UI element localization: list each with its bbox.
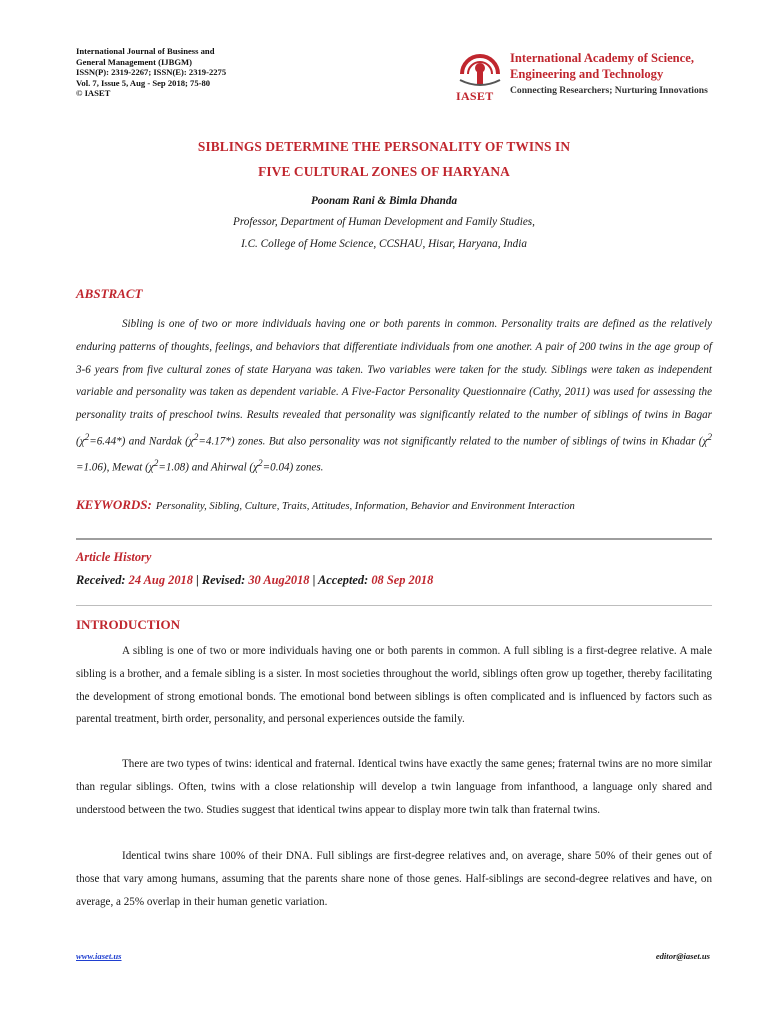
chi-symbol: χ: [79, 435, 85, 448]
article-title-line: FIVE CULTURAL ZONES OF HARYANA: [258, 164, 510, 179]
revised-date: 30 Aug2018: [248, 573, 310, 587]
abstract-text: =6.44*) and Nardak (: [89, 435, 189, 448]
journal-info-line: © IASET: [76, 88, 111, 99]
accepted-date: 08 Sep 2018: [371, 573, 434, 587]
abstract-text: =0.04) zones.: [262, 462, 324, 475]
footer-website-link[interactable]: www.iaset.us: [76, 951, 122, 961]
publisher-name: [510, 50, 694, 82]
introduction-paragraph: Identical twins share 100% of their DNA. Full siblings are first-degree relatives and, on average, share 50% of their genes out of those that vary among humans, assuming that the parents share none of those genes. Half-siblings are second-degree relatives and have, on average, a 25% overlap in their human genetic variation.: [76, 850, 712, 908]
chi-superscript: 2: [84, 432, 90, 443]
chi-symbol: χ: [702, 435, 708, 448]
publisher-name-line: Engineering and Technology: [510, 67, 664, 81]
keywords-label: KEYWORDS:: [76, 497, 152, 512]
publisher-tagline: Connecting Researchers; Nurturing Innovations: [510, 85, 708, 96]
divider: [76, 538, 712, 540]
chi-superscript: 2: [153, 459, 159, 470]
keywords: [76, 496, 575, 514]
introduction-body: [76, 753, 712, 821]
keywords-text: Personality, Sibling, Culture, Traits, Attitudes, Information, Behavior and Environment Interaction: [155, 501, 575, 512]
chi-symbol: χ: [148, 462, 154, 475]
logo-label: IASET: [456, 89, 494, 103]
journal-info-line: General Management (IJBGM): [76, 56, 192, 67]
date-separator: |: [196, 573, 199, 587]
abstract-text: Sibling is one of two or more individuals having one or both parents in common. Personality traits are defined as the relatively enduring patterns of thoughts, feelings, and behaviors that differentiate individuals from one another. A pair of 200 twins in the age group of 3-6 years from five cultural zones of state Haryana was taken. Two variables were taken for the study. Siblings were taken as independent variable and personality was taken as dependent variable. A Five-Factor Personality Questionnaire (Cathy, 2011) was used for assessing the personality traits of preschool twins. Results revealed that personality was significantly related to the number of siblings of twins in Bagar (: [76, 318, 712, 448]
received-date: 24 Aug 2018: [128, 573, 193, 587]
chi-superscript: 2: [707, 432, 712, 443]
article-title-line: SIBLINGS DETERMINE THE PERSONALITY OF TWINS IN: [197, 139, 571, 154]
date-separator: |: [312, 573, 316, 587]
introduction-paragraph: A sibling is one of two or more individuals having one or both parents in common. A full sibling is a first-degree relative. A male sibling is a brother, and a female sibling is a sister. In most societies throughout the world, siblings often grow up together, thereby facilitating the development of strong emotional bonds. The emotional bond between siblings is often complicated and is influenced by factors such as parental treatment, birth order, personality, and personal experiences outside the family.: [76, 645, 712, 726]
revised-label: Revised:: [201, 573, 246, 587]
abstract-text: =1.08) and Ahirwal (: [158, 462, 254, 475]
divider: [76, 605, 712, 606]
chi-superscript: 2: [258, 459, 263, 470]
introduction-body: [76, 845, 712, 913]
article-history-heading: Article History: [76, 550, 152, 564]
journal-info: [76, 46, 226, 99]
footer-email: editor@iaset.us: [655, 951, 710, 961]
chi-symbol: χ: [188, 435, 194, 448]
affiliation-line: Professor, Department of Human Development and Family Studies,: [233, 216, 535, 228]
journal-info-line: Vol. 7, Issue 5, Aug - Sep 2018; 75-80: [76, 77, 211, 88]
chi-symbol: χ: [253, 462, 259, 475]
abstract-body: [76, 313, 712, 480]
abstract-paragraph: [76, 313, 712, 480]
iaset-emblem-icon: [454, 44, 506, 90]
publisher-name-line: International Academy of Science,: [510, 51, 694, 65]
authors: Poonam Rani & Bimla Dhanda: [310, 195, 458, 207]
publisher-logo: [452, 44, 722, 106]
abstract-heading: ABSTRACT: [76, 286, 143, 301]
journal-info-line: International Journal of Business and: [76, 46, 215, 56]
article-dates: [76, 573, 433, 588]
introduction-heading: INTRODUCTION: [76, 617, 181, 632]
abstract-text: =1.06), Mewat (: [76, 462, 149, 475]
affiliation-line: I.C. College of Home Science, CCSHAU, Hisar, Haryana, India: [241, 238, 527, 250]
chi-superscript: 2: [193, 432, 199, 443]
received-label: Received:: [76, 573, 126, 587]
journal-info-line: ISSN(P): 2319-2267; ISSN(E): 2319-2275: [76, 67, 227, 78]
introduction-paragraph: There are two types of twins: identical and fraternal. Identical twins have exactly the same genes; fraternal twins are no more similar than regular siblings. Often, twins with a close relationship will develop a twin language from infanthood, a language only shared and understood between the two. Studies suggest that identical twins appear to display more twin talk than fraternal twins.: [76, 758, 712, 816]
abstract-text: =4.17*) zones. But also personality was not significantly related to the number of siblings of twins in Khadar (: [198, 435, 703, 448]
accepted-label: Accepted:: [317, 573, 369, 587]
introduction-body: [76, 640, 712, 731]
